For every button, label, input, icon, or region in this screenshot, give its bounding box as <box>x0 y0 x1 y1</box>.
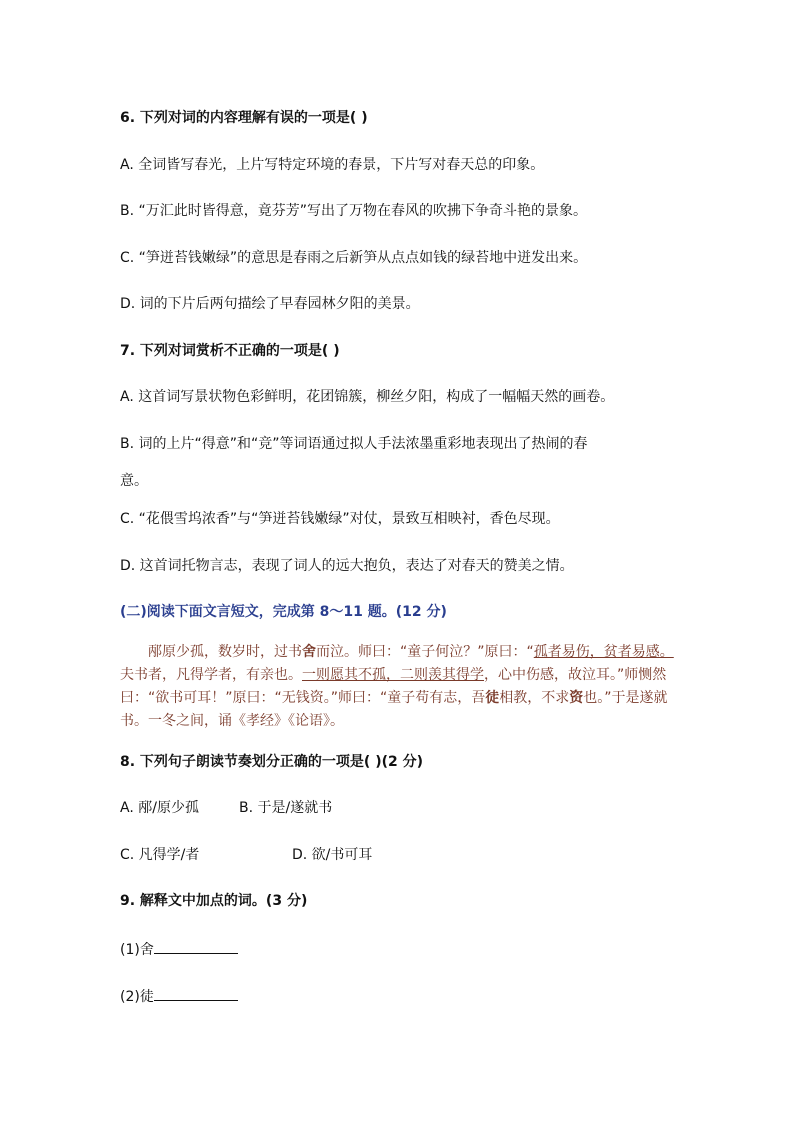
section2-heading: (二)阅读下面文言短文，完成第 8～11 题。(12 分) <box>120 604 447 620</box>
q9-item-2-label: (2)徒 <box>120 989 154 1005</box>
q9-item-1 <box>120 939 238 960</box>
passage-bold-word-zi: 资 <box>569 690 584 706</box>
passage-dotted-word-tu: 徒 <box>485 690 500 706</box>
q6-option-b: B. “万汇此时皆得意，竟芬芳”写出了万物在春风的吹拂下争奇斗艳的景象。 <box>120 203 588 219</box>
passage-dotted-word-she: 舍 <box>302 644 316 660</box>
q7-option-a: A. 这首词写景状物色彩鲜明，花团锦簇，柳丝夕阳，构成了一幅幅天然的画卷。 <box>120 389 615 405</box>
q9-item-2-blank[interactable] <box>154 986 238 1001</box>
passage-underlined-1: 孤者易伤，贫者易感。 <box>533 644 674 660</box>
classical-passage <box>120 641 676 733</box>
q9-item-1-blank[interactable] <box>154 939 238 954</box>
q7-option-b-line2: 意。 <box>120 473 148 489</box>
q6-option-c: C. “笋迸苔钱嫩绿”的意思是春雨之后新笋从点点如钱的绿苔地中迸发出来。 <box>120 250 588 266</box>
q8-stem: 8. 下列句子朗读节奏划分正确的一项是( )(2 分) <box>120 754 424 770</box>
q8-option-b: B. 于是/遂就书 <box>239 800 333 816</box>
q7-option-b-line1: B. 词的上片“得意”和“竞”等词语通过拟人手法浓墨重彩地表现出了热闹的春 <box>120 436 588 452</box>
q9-stem: 9. 解释文中加点的词。(3 分) <box>120 893 308 909</box>
q8-option-d: D. 欲/书可耳 <box>292 847 373 863</box>
q7-option-d: D. 这首词托物言志，表现了词人的远大抱负，表达了对春天的赞美之情。 <box>120 558 574 574</box>
passage-text-4: ，心中伤感，故泣耳。”师恻然曰：“欲书可耳！”原曰：“无钱资。”师曰：“童子苟有志，吾 <box>120 667 667 706</box>
q6-stem: 6. 下列对词的内容理解有误的一项是( ) <box>120 110 368 126</box>
passage-text-3: 夫书者，凡得学者，有亲也。 <box>120 667 302 683</box>
q9-item-2 <box>120 986 238 1007</box>
passage-text-5: 相教，不求 <box>499 690 570 706</box>
q9-item-1-label: (1)舍 <box>120 942 154 958</box>
q6-option-d: D. 词的下片后两句描绘了早春园林夕阳的美景。 <box>120 296 420 312</box>
passage-text-2: 而泣。师曰：“童子何泣？”原曰：“ <box>316 644 534 660</box>
passage-text-1: 邴原少孤，数岁时，过书 <box>148 644 302 660</box>
q7-option-c: C. “花偎雪坞浓香”与“笋迸苔钱嫩绿”对仗，景致互相映衬，香色尽现。 <box>120 511 560 527</box>
q6-option-a: A. 全词皆写春光，上片写特定环境的春景，下片写对春天总的印象。 <box>120 157 545 173</box>
q8-option-c: C. 凡得学/者 <box>120 847 200 863</box>
passage-text-6: 也。”于是遂就书。一冬之间，诵《孝经》《论语》。 <box>120 690 668 729</box>
q7-stem: 7. 下列对词赏析不正确的一项是( ) <box>120 343 340 359</box>
q8-option-a: A. 邴/原少孤 <box>120 800 199 816</box>
passage-underlined-2: 一则愿其不孤，二则羡其得学 <box>302 667 484 683</box>
